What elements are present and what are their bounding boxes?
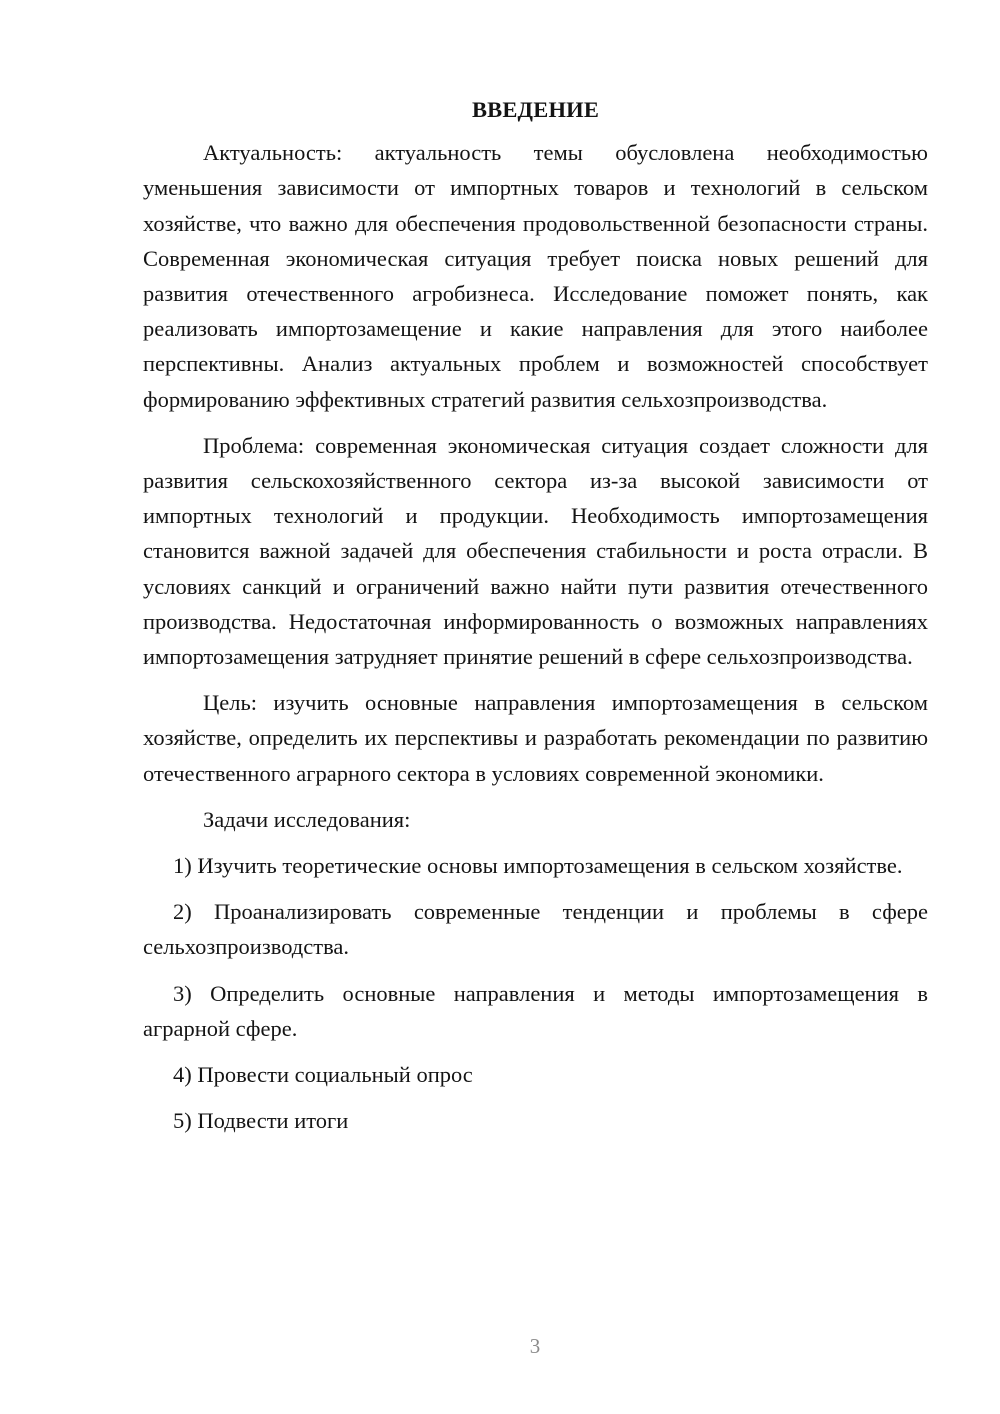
section-title: ВВЕДЕНИЕ [471,97,600,122]
tasks-list [143,848,928,1138]
task-item: 3) Определить основные направления и методы импортозамещения в аграрной сфере. [143,980,928,1041]
page-number: 3 [529,1334,541,1358]
paragraph-problem: Проблема: современная экономическая ситуация создает сложности для развития сельскохозяйственного сектора из-за высокой зависимости от импортных технологий и продукции. Необходимость импортозамещения становится важной задачей для обеспечения стабильности и роста отрасли. В условиях санкций и ограничений важно найти пути развития отечественного производства. Недостаточная информированность о возможных направлениях импортозамещения затрудняет принятие решений в сфере сельхозпроизводства. [143,432,928,670]
paragraph-relevance: Актуальность: актуальность темы обусловлена необходимостью уменьшения зависимости от импортных товаров и технологий в сельском хозяйстве, что важно для обеспечения продовольственной безопасности страны. Современная экономическая ситуация требует поиска новых решений для развития отечественного агробизнеса. Исследование поможет понять, как реализовать импортозамещение и какие направления для этого наиболее перспективны. Анализ актуальных проблем и возможностей способствует формированию эффективных стратегий развития сельхозпроизводства. [143,140,928,412]
task-item: 4) Провести социальный опрос [173,1062,473,1088]
page-body [143,92,928,1149]
task-item: 1) Изучить теоретические основы импортозамещения в сельском хозяйстве. [173,853,903,879]
task-item: 2) Проанализировать современные тенденции и проблемы в сфере сельхозпроизводства. [143,899,928,960]
task-item: 5) Подвести итоги [173,1108,349,1134]
tasks-heading: Задачи исследования: [203,806,411,832]
paragraph-goal: Цель: изучить основные направления импортозамещения в сельском хозяйстве, определить их перспективы и разработать рекомендации по развитию отечественного аграрного сектора в условиях современной экономики. [143,690,928,786]
